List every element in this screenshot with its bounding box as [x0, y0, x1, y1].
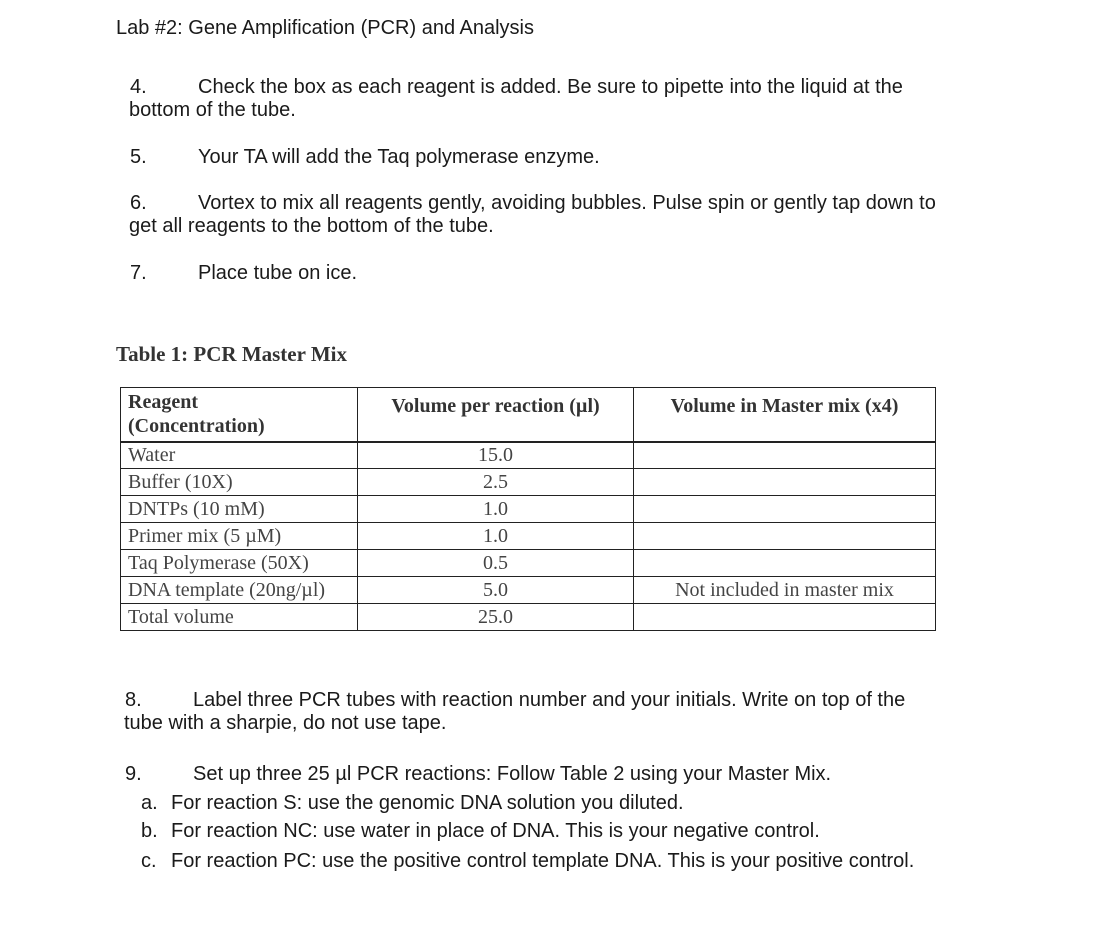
step-6-text-line1: Vortex to mix all reagents gently, avoiding bubbles. Pulse spin or gently tap down to — [198, 192, 936, 214]
step-8-number: 8. — [125, 689, 142, 711]
header-volume-per-reaction: Volume per reaction (µl) — [358, 388, 634, 442]
step-9-item-text: For reaction PC: use the positive control template DNA. This is your positive control. — [171, 850, 915, 872]
header-volume-master-mix: Volume in Master mix (x4) — [634, 388, 936, 442]
step-6-text-line2: get all reagents to the bottom of the tube. — [129, 215, 494, 237]
master-mix-cell[interactable] — [634, 496, 936, 523]
table-header-row — [121, 388, 936, 442]
step-7-text: Place tube on ice. — [198, 262, 357, 284]
volume-cell: 1.0 — [358, 496, 634, 523]
header-reagent-line2: (Concentration) — [128, 415, 265, 437]
header-reagent — [121, 388, 358, 442]
master-mix-cell[interactable] — [634, 604, 936, 631]
step-9-item-marker: b. — [141, 820, 158, 842]
volume-cell: 25.0 — [358, 604, 634, 631]
reagent-cell: DNTPs (10 mM) — [121, 496, 358, 523]
table-row — [121, 442, 936, 469]
step-8-text-line2: tube with a sharpie, do not use tape. — [124, 712, 447, 734]
step-4-text-line2: bottom of the tube. — [129, 99, 296, 121]
table-row — [121, 496, 936, 523]
master-mix-cell[interactable] — [634, 550, 936, 577]
pcr-master-mix-table — [120, 387, 936, 631]
step-9-text: Set up three 25 µl PCR reactions: Follow Table 2 using your Master Mix. — [193, 763, 832, 785]
step-9-number: 9. — [125, 763, 142, 785]
master-mix-cell: Not included in master mix — [634, 577, 936, 604]
volume-cell: 0.5 — [358, 550, 634, 577]
step-9-item-marker: a. — [141, 792, 158, 814]
document-title: Lab #2: Gene Amplification (PCR) and Analysis — [116, 17, 534, 39]
table-caption: Table 1: PCR Master Mix — [116, 342, 347, 366]
step-5-number: 5. — [130, 146, 147, 168]
step-4-number: 4. — [130, 76, 147, 98]
step-7-number: 7. — [130, 262, 147, 284]
step-9-item-marker: c. — [141, 850, 157, 872]
master-mix-cell[interactable] — [634, 523, 936, 550]
master-mix-cell[interactable] — [634, 442, 936, 469]
table-row — [121, 577, 936, 604]
reagent-cell: Buffer (10X) — [121, 469, 358, 496]
reagent-cell: Water — [121, 442, 358, 469]
step-9-item-text: For reaction S: use the genomic DNA solution you diluted. — [171, 792, 684, 814]
volume-cell: 2.5 — [358, 469, 634, 496]
reagent-cell: DNA template (20ng/µl) — [121, 577, 358, 604]
step-8-text-line1: Label three PCR tubes with reaction number and your initials. Write on top of the — [193, 689, 906, 711]
master-mix-cell[interactable] — [634, 469, 936, 496]
step-6-number: 6. — [130, 192, 147, 214]
step-4-text-line1: Check the box as each reagent is added. Be sure to pipette into the liquid at the — [198, 76, 903, 98]
table-row — [121, 469, 936, 496]
header-reagent-line1: Reagent — [128, 391, 198, 413]
reagent-cell: Primer mix (5 µM) — [121, 523, 358, 550]
reagent-cell: Taq Polymerase (50X) — [121, 550, 358, 577]
step-5-text: Your TA will add the Taq polymerase enzyme. — [198, 146, 600, 168]
volume-cell: 1.0 — [358, 523, 634, 550]
table-row — [121, 523, 936, 550]
table-row — [121, 604, 936, 631]
reagent-cell: Total volume — [121, 604, 358, 631]
volume-cell: 15.0 — [358, 442, 634, 469]
table-row — [121, 550, 936, 577]
volume-cell: 5.0 — [358, 577, 634, 604]
step-9-item-text: For reaction NC: use water in place of DNA. This is your negative control. — [171, 820, 820, 842]
